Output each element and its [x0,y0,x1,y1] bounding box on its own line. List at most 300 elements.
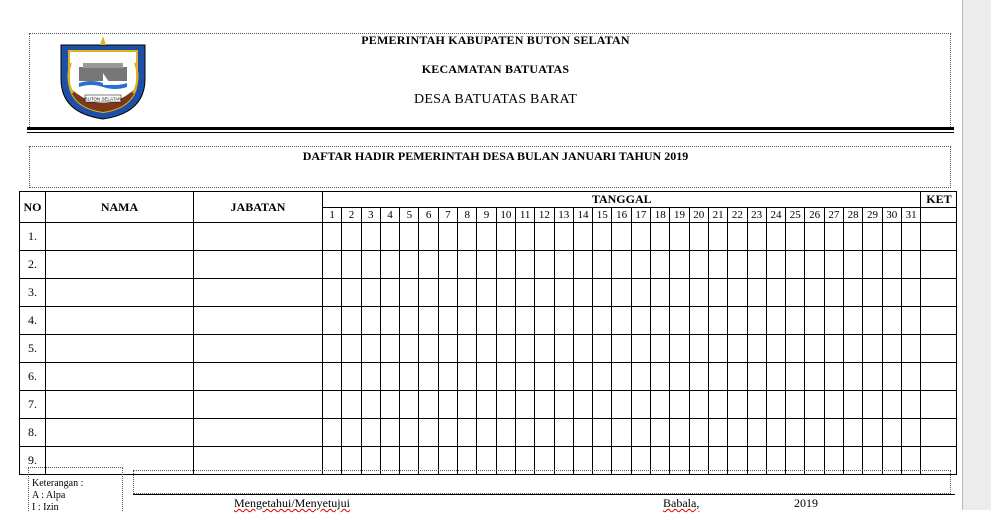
attendance-cell[interactable] [458,419,477,447]
ket-cell[interactable] [921,307,957,335]
attendance-cell[interactable] [535,279,554,307]
attendance-cell[interactable] [573,335,592,363]
attendance-cell[interactable] [593,391,612,419]
attendance-cell[interactable] [380,279,399,307]
attendance-cell[interactable] [786,363,805,391]
attendance-cell[interactable] [863,391,882,419]
attendance-cell[interactable] [612,307,631,335]
row-number-cell: 4. [20,307,46,335]
day-number-cell: 28 [844,208,863,223]
attendance-cell[interactable] [766,279,785,307]
attendance-cell[interactable] [651,391,670,419]
row-number-cell: 3. [20,279,46,307]
attendance-cell[interactable] [728,363,747,391]
attendance-cell[interactable] [747,251,766,279]
attendance-cell[interactable] [496,363,515,391]
attendance-cell[interactable] [361,279,380,307]
attendance-cell[interactable] [651,279,670,307]
attendance-cell[interactable] [670,363,689,391]
nama-cell[interactable] [46,251,194,279]
header-divider-thick [27,127,954,130]
attendance-cell[interactable] [458,363,477,391]
attendance-cell[interactable] [844,279,863,307]
attendance-cell[interactable] [882,223,901,251]
attendance-cell[interactable] [728,307,747,335]
row-number-cell: 2. [20,251,46,279]
attendance-cell[interactable] [535,251,554,279]
attendance-cell[interactable] [689,419,708,447]
attendance-cell[interactable] [651,335,670,363]
attendance-cell[interactable] [400,279,419,307]
attendance-cell[interactable] [728,335,747,363]
attendance-cell[interactable] [496,419,515,447]
attendance-cell[interactable] [573,279,592,307]
attendance-cell[interactable] [708,419,727,447]
attendance-cell[interactable] [361,307,380,335]
attendance-cell[interactable] [901,307,921,335]
attendance-cell[interactable] [419,223,438,251]
attendance-cell[interactable] [380,391,399,419]
attendance-cell[interactable] [535,307,554,335]
attendance-cell[interactable] [612,223,631,251]
attendance-cell[interactable] [863,279,882,307]
attendance-cell[interactable] [573,251,592,279]
attendance-cell[interactable] [593,419,612,447]
attendance-cell[interactable] [901,419,921,447]
attendance-cell[interactable] [477,307,496,335]
attendance-cell[interactable] [477,223,496,251]
attendance-cell[interactable] [824,307,843,335]
attendance-cell[interactable] [323,391,342,419]
attendance-cell[interactable] [786,223,805,251]
attendance-cell[interactable] [651,363,670,391]
ket-cell[interactable] [921,251,957,279]
attendance-cell[interactable] [535,223,554,251]
attendance-cell[interactable] [708,307,727,335]
attendance-cell[interactable] [342,223,361,251]
attendance-cell[interactable] [708,223,727,251]
attendance-cell[interactable] [361,391,380,419]
attendance-cell[interactable] [901,279,921,307]
attendance-cell[interactable] [689,279,708,307]
attendance-cell[interactable] [361,223,380,251]
attendance-cell[interactable] [458,307,477,335]
attendance-cell[interactable] [708,279,727,307]
attendance-cell[interactable] [670,307,689,335]
attendance-cell[interactable] [805,251,824,279]
attendance-cell[interactable] [728,251,747,279]
attendance-cell[interactable] [612,419,631,447]
attendance-cell[interactable] [670,223,689,251]
attendance-cell[interactable] [515,363,534,391]
attendance-cell[interactable] [901,335,921,363]
attendance-cell[interactable] [708,391,727,419]
attendance-cell[interactable] [496,279,515,307]
attendance-cell[interactable] [323,251,342,279]
attendance-cell[interactable] [670,419,689,447]
attendance-cell[interactable] [535,335,554,363]
attendance-cell[interactable] [515,251,534,279]
attendance-cell[interactable] [844,363,863,391]
attendance-cell[interactable] [689,223,708,251]
attendance-cell[interactable] [631,307,650,335]
attendance-cell[interactable] [612,279,631,307]
attendance-cell[interactable] [689,335,708,363]
attendance-cell[interactable] [342,251,361,279]
attendance-cell[interactable] [747,279,766,307]
day-number-cell: 17 [631,208,650,223]
attendance-cell[interactable] [844,391,863,419]
day-number-cell: 27 [824,208,843,223]
attendance-cell[interactable] [458,251,477,279]
jabatan-cell[interactable] [194,419,323,447]
attendance-cell[interactable] [477,335,496,363]
attendance-cell[interactable] [573,391,592,419]
attendance-cell[interactable] [805,223,824,251]
attendance-cell[interactable] [844,307,863,335]
attendance-cell[interactable] [631,419,650,447]
attendance-cell[interactable] [554,335,573,363]
attendance-cell[interactable] [651,419,670,447]
attendance-cell[interactable] [438,251,457,279]
attendance-cell[interactable] [419,419,438,447]
attendance-cell[interactable] [766,251,785,279]
ket-cell[interactable] [921,391,957,419]
attendance-cell[interactable] [747,391,766,419]
attendance-cell[interactable] [477,363,496,391]
attendance-cell[interactable] [458,335,477,363]
attendance-cell[interactable] [805,279,824,307]
attendance-cell[interactable] [844,223,863,251]
table-row [20,391,957,419]
attendance-cell[interactable] [400,307,419,335]
nama-cell[interactable] [46,279,194,307]
ket-cell[interactable] [921,279,957,307]
attendance-cell[interactable] [515,307,534,335]
attendance-cell[interactable] [361,251,380,279]
attendance-cell[interactable] [901,223,921,251]
attendance-cell[interactable] [882,419,901,447]
attendance-cell[interactable] [689,391,708,419]
footer-line [133,494,955,495]
attendance-cell[interactable] [844,419,863,447]
attendance-cell[interactable] [824,223,843,251]
ket-cell[interactable] [921,363,957,391]
attendance-cell[interactable] [593,223,612,251]
attendance-cell[interactable] [400,251,419,279]
attendance-cell[interactable] [380,251,399,279]
attendance-cell[interactable] [438,279,457,307]
attendance-cell[interactable] [631,223,650,251]
attendance-cell[interactable] [554,391,573,419]
attendance-cell[interactable] [766,335,785,363]
jabatan-cell[interactable] [194,223,323,251]
attendance-cell[interactable] [766,419,785,447]
attendance-cell[interactable] [496,391,515,419]
attendance-cell[interactable] [419,307,438,335]
attendance-cell[interactable] [496,335,515,363]
attendance-cell[interactable] [786,307,805,335]
attendance-cell[interactable] [708,363,727,391]
attendance-cell[interactable] [477,419,496,447]
attendance-cell[interactable] [728,419,747,447]
attendance-cell[interactable] [554,279,573,307]
attendance-cell[interactable] [689,363,708,391]
attendance-cell[interactable] [515,223,534,251]
attendance-cell[interactable] [535,419,554,447]
attendance-cell[interactable] [882,279,901,307]
attendance-cell[interactable] [863,307,882,335]
day-number-cell: 6 [419,208,438,223]
attendance-cell[interactable] [863,223,882,251]
attendance-cell[interactable] [786,279,805,307]
nama-cell[interactable] [46,223,194,251]
attendance-cell[interactable] [573,223,592,251]
row-number-cell: 9. [20,447,46,475]
attendance-cell[interactable] [863,335,882,363]
attendance-cell[interactable] [670,335,689,363]
attendance-cell[interactable] [323,363,342,391]
attendance-cell[interactable] [342,307,361,335]
attendance-cell[interactable] [901,363,921,391]
attendance-cell[interactable] [342,419,361,447]
attendance-cell[interactable] [844,251,863,279]
attendance-cell[interactable] [515,419,534,447]
attendance-cell[interactable] [728,279,747,307]
attendance-cell[interactable] [651,223,670,251]
attendance-cell[interactable] [786,335,805,363]
attendance-cell[interactable] [824,419,843,447]
attendance-cell[interactable] [747,335,766,363]
jabatan-cell[interactable] [194,307,323,335]
place-label: Babala, [663,496,700,510]
jabatan-cell[interactable] [194,335,323,363]
attendance-cell[interactable] [419,391,438,419]
attendance-cell[interactable] [380,307,399,335]
attendance-cell[interactable] [323,335,342,363]
attendance-cell[interactable] [670,251,689,279]
attendance-cell[interactable] [766,223,785,251]
attendance-cell[interactable] [323,307,342,335]
attendance-cell[interactable] [515,391,534,419]
attendance-cell[interactable] [419,335,438,363]
attendance-cell[interactable] [631,335,650,363]
attendance-cell[interactable] [400,419,419,447]
header-line-3: DESA BATUATAS BARAT [414,92,577,107]
attendance-cell[interactable] [419,363,438,391]
attendance-cell[interactable] [400,363,419,391]
nama-cell[interactable] [46,391,194,419]
attendance-cell[interactable] [593,307,612,335]
attendance-cell[interactable] [747,419,766,447]
attendance-cell[interactable] [766,391,785,419]
day-number-cell: 12 [535,208,554,223]
attendance-cell[interactable] [515,335,534,363]
attendance-cell[interactable] [805,391,824,419]
attendance-cell[interactable] [323,279,342,307]
attendance-cell[interactable] [573,363,592,391]
attendance-cell[interactable] [805,419,824,447]
attendance-cell[interactable] [747,363,766,391]
table-row [20,335,957,363]
attendance-cell[interactable] [438,363,457,391]
attendance-cell[interactable] [554,363,573,391]
day-number-cell: 30 [882,208,901,223]
attendance-cell[interactable] [438,419,457,447]
attendance-cell[interactable] [708,335,727,363]
day-number-cell: 24 [766,208,785,223]
attendance-cell[interactable] [361,363,380,391]
attendance-cell[interactable] [901,391,921,419]
jabatan-cell[interactable] [194,251,323,279]
day-number-cell: 4 [380,208,399,223]
day-number-cell: 13 [554,208,573,223]
attendance-cell[interactable] [612,391,631,419]
attendance-cell[interactable] [342,363,361,391]
attendance-cell[interactable] [593,335,612,363]
attendance-cell[interactable] [863,363,882,391]
attendance-cell[interactable] [323,223,342,251]
attendance-cell[interactable] [786,419,805,447]
jabatan-cell[interactable] [194,391,323,419]
attendance-cell[interactable] [747,223,766,251]
attendance-cell[interactable] [824,251,843,279]
attendance-cell[interactable] [612,335,631,363]
attendance-cell[interactable] [515,279,534,307]
attendance-cell[interactable] [824,335,843,363]
attendance-cell[interactable] [477,391,496,419]
attendance-cell[interactable] [342,391,361,419]
attendance-cell[interactable] [593,251,612,279]
ket-cell[interactable] [921,419,957,447]
attendance-cell[interactable] [824,391,843,419]
attendance-cell[interactable] [496,223,515,251]
attendance-cell[interactable] [573,419,592,447]
attendance-cell[interactable] [728,223,747,251]
attendance-cell[interactable] [824,279,843,307]
attendance-cell[interactable] [689,251,708,279]
attendance-cell[interactable] [400,391,419,419]
attendance-cell[interactable] [380,419,399,447]
attendance-cell[interactable] [477,279,496,307]
attendance-cell[interactable] [419,251,438,279]
attendance-cell[interactable] [554,223,573,251]
attendance-cell[interactable] [593,363,612,391]
ket-cell[interactable] [921,223,957,251]
attendance-cell[interactable] [805,363,824,391]
ket-cell[interactable] [921,335,957,363]
attendance-cell[interactable] [612,251,631,279]
attendance-cell[interactable] [438,223,457,251]
attendance-cell[interactable] [863,251,882,279]
day-number-cell: 22 [728,208,747,223]
attendance-cell[interactable] [458,391,477,419]
attendance-cell[interactable] [882,391,901,419]
attendance-cell[interactable] [824,363,843,391]
attendance-cell[interactable] [458,279,477,307]
attendance-cell[interactable] [708,251,727,279]
attendance-cell[interactable] [631,391,650,419]
attendance-cell[interactable] [651,251,670,279]
attendance-cell[interactable] [380,223,399,251]
year-label: 2019 [794,496,818,510]
attendance-cell[interactable] [380,335,399,363]
table-body [20,223,957,475]
day-number-cell: 2 [342,208,361,223]
attendance-cell[interactable] [766,363,785,391]
attendance-cell[interactable] [496,251,515,279]
attendance-cell[interactable] [361,419,380,447]
attendance-cell[interactable] [728,391,747,419]
day-number-cell: 7 [438,208,457,223]
attendance-cell[interactable] [535,363,554,391]
attendance-cell[interactable] [573,307,592,335]
attendance-cell[interactable] [747,307,766,335]
jabatan-cell[interactable] [194,279,323,307]
attendance-cell[interactable] [438,307,457,335]
attendance-cell[interactable] [882,363,901,391]
attendance-cell[interactable] [458,223,477,251]
attendance-cell[interactable] [882,335,901,363]
attendance-cell[interactable] [786,391,805,419]
attendance-cell[interactable] [554,307,573,335]
attendance-cell[interactable] [805,307,824,335]
attendance-cell[interactable] [438,335,457,363]
attendance-cell[interactable] [496,307,515,335]
attendance-cell[interactable] [844,335,863,363]
attendance-cell[interactable] [419,279,438,307]
attendance-cell[interactable] [805,335,824,363]
attendance-cell[interactable] [766,307,785,335]
attendance-cell[interactable] [477,251,496,279]
nama-cell[interactable] [46,363,194,391]
attendance-cell[interactable] [631,251,650,279]
attendance-cell[interactable] [901,251,921,279]
attendance-cell[interactable] [882,307,901,335]
attendance-cell[interactable] [400,335,419,363]
attendance-cell[interactable] [631,363,650,391]
attendance-cell[interactable] [342,335,361,363]
attendance-cell[interactable] [361,335,380,363]
attendance-cell[interactable] [689,307,708,335]
attendance-cell[interactable] [593,279,612,307]
attendance-cell[interactable] [651,307,670,335]
attendance-cell[interactable] [323,419,342,447]
nama-cell[interactable] [46,335,194,363]
nama-cell[interactable] [46,419,194,447]
nama-cell[interactable] [46,307,194,335]
attendance-cell[interactable] [554,419,573,447]
attendance-cell[interactable] [882,251,901,279]
jabatan-cell[interactable] [194,363,323,391]
col-jabatan-header: JABATAN [194,192,323,223]
attendance-cell[interactable] [786,251,805,279]
attendance-cell[interactable] [863,419,882,447]
attendance-cell[interactable] [380,363,399,391]
attendance-cell[interactable] [612,363,631,391]
attendance-cell[interactable] [670,391,689,419]
attendance-cell[interactable] [535,391,554,419]
attendance-cell[interactable] [342,279,361,307]
attendance-cell[interactable] [670,279,689,307]
table-row [20,279,957,307]
attendance-cell[interactable] [438,391,457,419]
col-no-header: NO [20,192,46,223]
attendance-cell[interactable] [554,251,573,279]
keterangan-legend [32,478,83,514]
attendance-cell[interactable] [631,279,650,307]
attendance-cell[interactable] [400,223,419,251]
